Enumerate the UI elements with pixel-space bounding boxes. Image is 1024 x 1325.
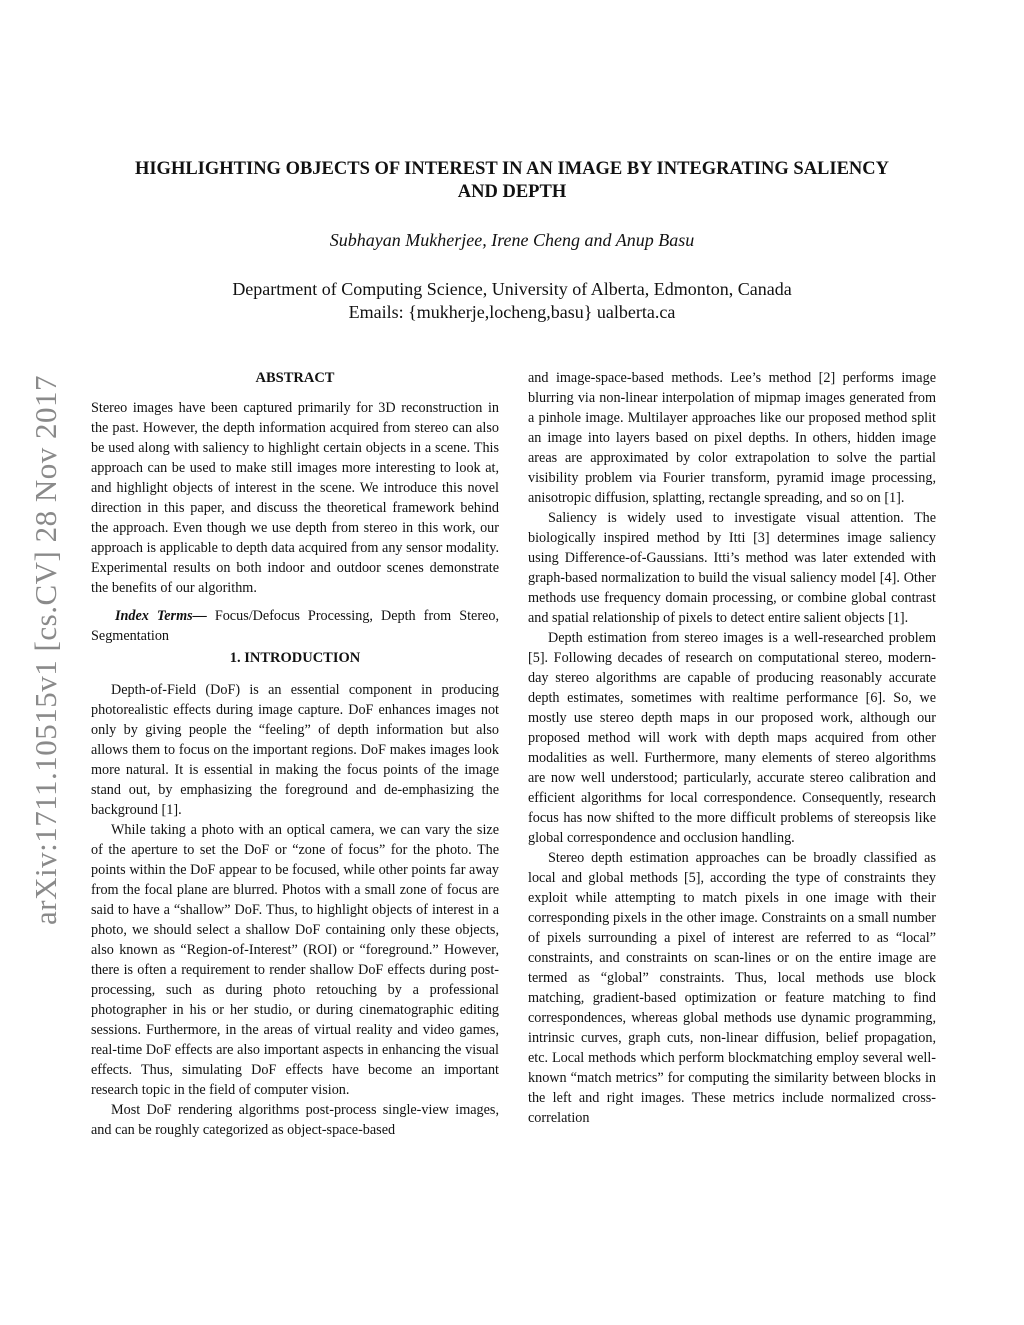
arxiv-identifier: arXiv:1711.10515v1 [cs.CV] 28 Nov 2017 <box>28 375 63 925</box>
right-paragraph-2: Saliency is widely used to investigate visual attention. The biologically inspired method by Itti [3] determines image saliency using Difference-of-Gaussians. Itti’s method was later extended with graph-based normalization to build the visual saliency model [4]. Other methods use frequency domain processing, or combine global contrast and spatial relationship of pixels to detect entire salient objects [1]. <box>528 510 936 626</box>
abstract-heading: ABSTRACT <box>255 370 335 386</box>
author-list: Subhayan Mukherjee, Irene Cheng and Anup Basu <box>329 230 695 250</box>
intro-paragraph-3: Most DoF rendering algorithms post-process single-view images, and can be roughly categorized as object-space-based <box>91 1102 499 1138</box>
emails: Emails: {mukherje,locheng,basu} ualberta.ca <box>348 302 676 322</box>
right-paragraph-3: Depth estimation from stereo images is a well-researched problem [5]. Following decades of research on computational stereo, modern-day stereo algorithms are capable of producing reasonably accurate depth estimates, sometimes with realtime performance [6]. So, we mostly use stereo depth maps in our proposed work, although our proposed method will work with depth maps acquired from other modalities as well. Furthermore, many elements of stereo algorithms are now well understood; particularly, accurate stereo calibration and efficient algorithms for local correspondence. Consequently, research focus has now shifted to the more difficult problems of stereopsis like global correspondence and occlusion handling. <box>528 630 936 846</box>
title-line-2: AND DEPTH <box>457 182 567 202</box>
affiliation-block <box>96 278 928 324</box>
index-terms <box>91 606 499 646</box>
abstract-text: Stereo images have been captured primarily for 3D reconstruction in the past. However, the depth information acquired from stereo can also be used along with saliency to highlight certain objects in a scene. This approach can be used to make still images more interesting to look at, and highlight objects of interest in the scene. We introduce this novel direction in this paper, and discuss the theoretical framework behind the approach. Even though we use depth from stereo in this work, our approach is applicable to depth data acquired from any sensor modality. Experimental results on both indoor and outdoor scenes demonstrate the benefits of our algorithm. <box>91 400 499 596</box>
index-terms-label: Index Terms— <box>115 608 207 624</box>
right-paragraph-1: and image-space-based methods. Lee’s method [2] performs image blurring via non-linear interpolation of mipmap images generated from a pinhole image. Multilayer approaches like our proposed method split an image into layers based on pixel depths. In others, hidden image areas are approximated by color extrapolation to solve the partial visibility problem via Fourier transform, pyramid image processing, anisotropic diffusion, splatting, rectangle spreading, and so on [1]. <box>528 370 936 506</box>
left-column <box>91 368 499 1140</box>
intro-paragraph-2: While taking a photo with an optical camera, we can vary the size of the aperture to set the DoF or “zone of focus” for the photo. The points within the DoF appear to be focused, while other points far away from the focal plane are blurred. Photos with a small zone of focus are said to have a “shallow” DoF. Thus, to highlight objects of interest in a photo, we should select a shallow DoF containing only these objects, also known as “Region-of-Interest” (ROI) or “foreground.” However, there is often a requirement to render shallow DoF effects during post-processing, such as during photo retouching by a professional photographer in his or her studio, or during cinematographic editing sessions. Furthermore, in the areas of virtual reality and video games, real-time DoF effects are also important aspects in enhancing the visual effects. Thus, simulating DoF effects have become an important research topic in the field of computer vision. <box>91 822 499 1098</box>
right-column <box>528 368 936 1128</box>
intro-paragraph-1: Depth-of-Field (DoF) is an essential component in producing photorealistic effects during image capture. DoF enhances images not only by giving people the “feeling” of depth information but also allows them to focus on the important regions. DoF makes images look more natural. It is essential in making the focus points of the image stand out, by emphasizing the foreground and de-emphasizing the background [1]. <box>91 682 499 818</box>
affiliation: Department of Computing Science, University of Alberta, Edmonton, Canada <box>232 279 792 299</box>
arxiv-sidebar <box>16 330 76 970</box>
right-paragraph-4: Stereo depth estimation approaches can be broadly classified as local and global methods [5], according the type of constraints they exploit while attempting to match pixels in one image with their corresponding pixels in the other image. Constraints on a small number of pixels surrounding a pixel of interest are referred to as “local” constraints, and constraints on scan-lines or on the entire image are termed as “global” constraints. Thus, local methods use block matching, gradient-based optimization or feature matching to find correspondences, whereas global methods use dynamic programming, intrinsic curves, graph cuts, non-linear diffusion, belief propagation, etc. Local methods which perform blockmatching employ several well-known “match metrics” for computing the similarity between blocks in the left and right images. These metrics include normalized cross-correlation <box>528 850 936 1126</box>
index-terms-text: Focus/Defocus Processing, Depth from Stereo, Segmentation <box>91 608 499 644</box>
paper-title <box>96 158 928 204</box>
title-line-1: HIGHLIGHTING OBJECTS OF INTEREST IN AN IMAGE BY INTEGRATING SALIENCY <box>134 159 890 179</box>
introduction-heading: 1. INTRODUCTION <box>229 650 361 666</box>
